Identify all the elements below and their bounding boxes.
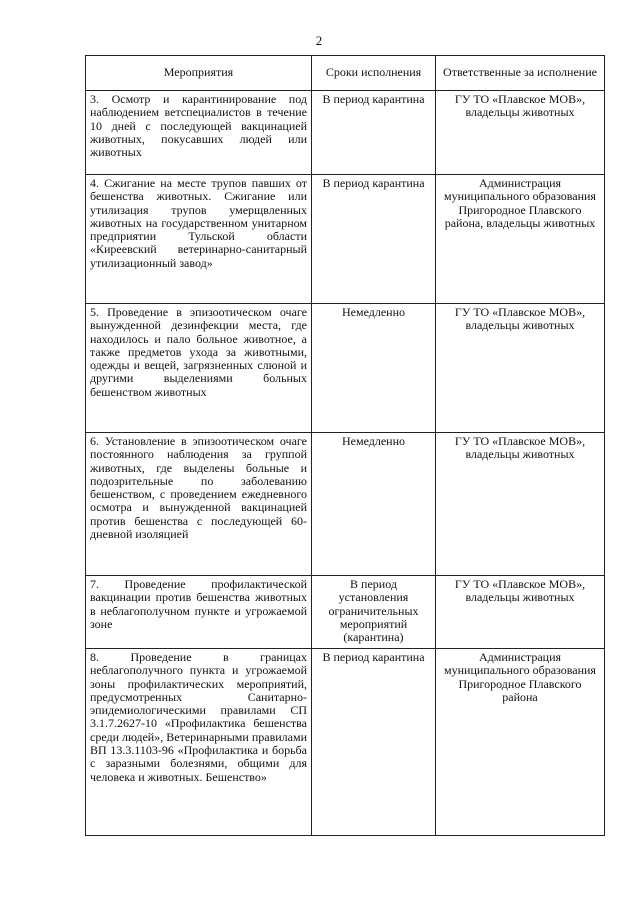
term-cell: В период карантина [312,91,436,175]
header-measure: Мероприятия [86,56,312,91]
responsible-cell: ГУ ТО «Плавское МОВ», владельцы животных [436,576,605,649]
term-cell: Немедленно [312,304,436,433]
term-cell: В период установления ограничительных мероприятий (карантина) [312,576,436,649]
measure-cell: 6. Установление в эпизоотическом очаге постоянного наблюдения за группой животных, где выделены больные и подозрительные по заболеванию бешенством, с проведением ежедневного осмотра и вынужденной вакцинацией против бешенства с последующей 60-дневной изоляцией [86,433,312,576]
measure-cell: 8. Проведение в границах неблагополучного пункта и угрожаемой зоны профилактических мероприятий, предусмотренных Санитарно-эпидемиологическими правилами СП 3.1.7.2627-10 «Профилактика бешенства среди людей», Ветеринарными правилами ВП 13.3.1103-96 «Профилактика и борьба с заразными болезнями, общими для человека и животных. Бешенство» [86,649,312,836]
table-row [86,304,605,433]
term-cell: Немедленно [312,433,436,576]
responsible-cell: ГУ ТО «Плавское МОВ», владельцы животных [436,91,605,175]
term-cell: В период карантина [312,175,436,304]
measure-cell: 4. Сжигание на месте трупов павших от бешенства животных. Сжигание или утилизация трупов умерщвленных животных на государственном унитарном предприятии Тульской области «Киреевский ветеринарно-санитарный утилизационный завод» [86,175,312,304]
page-number: 2 [315,33,323,48]
table-row [86,91,605,175]
measure-cell: 5. Проведение в эпизоотическом очаге вынужденной дезинфекции места, где находилось и пало больное животное, а также предметов ухода за животными, одежды и вещей, загрязненных слюной и другими выделениями больных бешенством животных [86,304,312,433]
measures-table [85,55,605,836]
term-cell: В период карантина [312,649,436,836]
header-term: Сроки исполнения [312,56,436,91]
table-row [86,175,605,304]
responsible-cell: ГУ ТО «Плавское МОВ», владельцы животных [436,304,605,433]
responsible-cell: Администрация муниципального образования Пригородное Плавского района [436,649,605,836]
measure-cell: 3. Осмотр и карантинирование под наблюдением ветспециалистов в течение 10 дней с последующей вакцинацией животных, покусавших людей или животных [86,91,312,175]
table-row [86,649,605,836]
responsible-cell: Администрация муниципального образования Пригородное Плавского района, владельцы животных [436,175,605,304]
measure-cell: 7. Проведение профилактической вакцинации против бешенства животных в неблагополучном пункте и угрожаемой зоне [86,576,312,649]
header-responsible: Ответственные за исполнение [436,56,605,91]
table-header-row [86,56,605,91]
responsible-cell: ГУ ТО «Плавское МОВ», владельцы животных [436,433,605,576]
table-row [86,576,605,649]
table-row [86,433,605,576]
